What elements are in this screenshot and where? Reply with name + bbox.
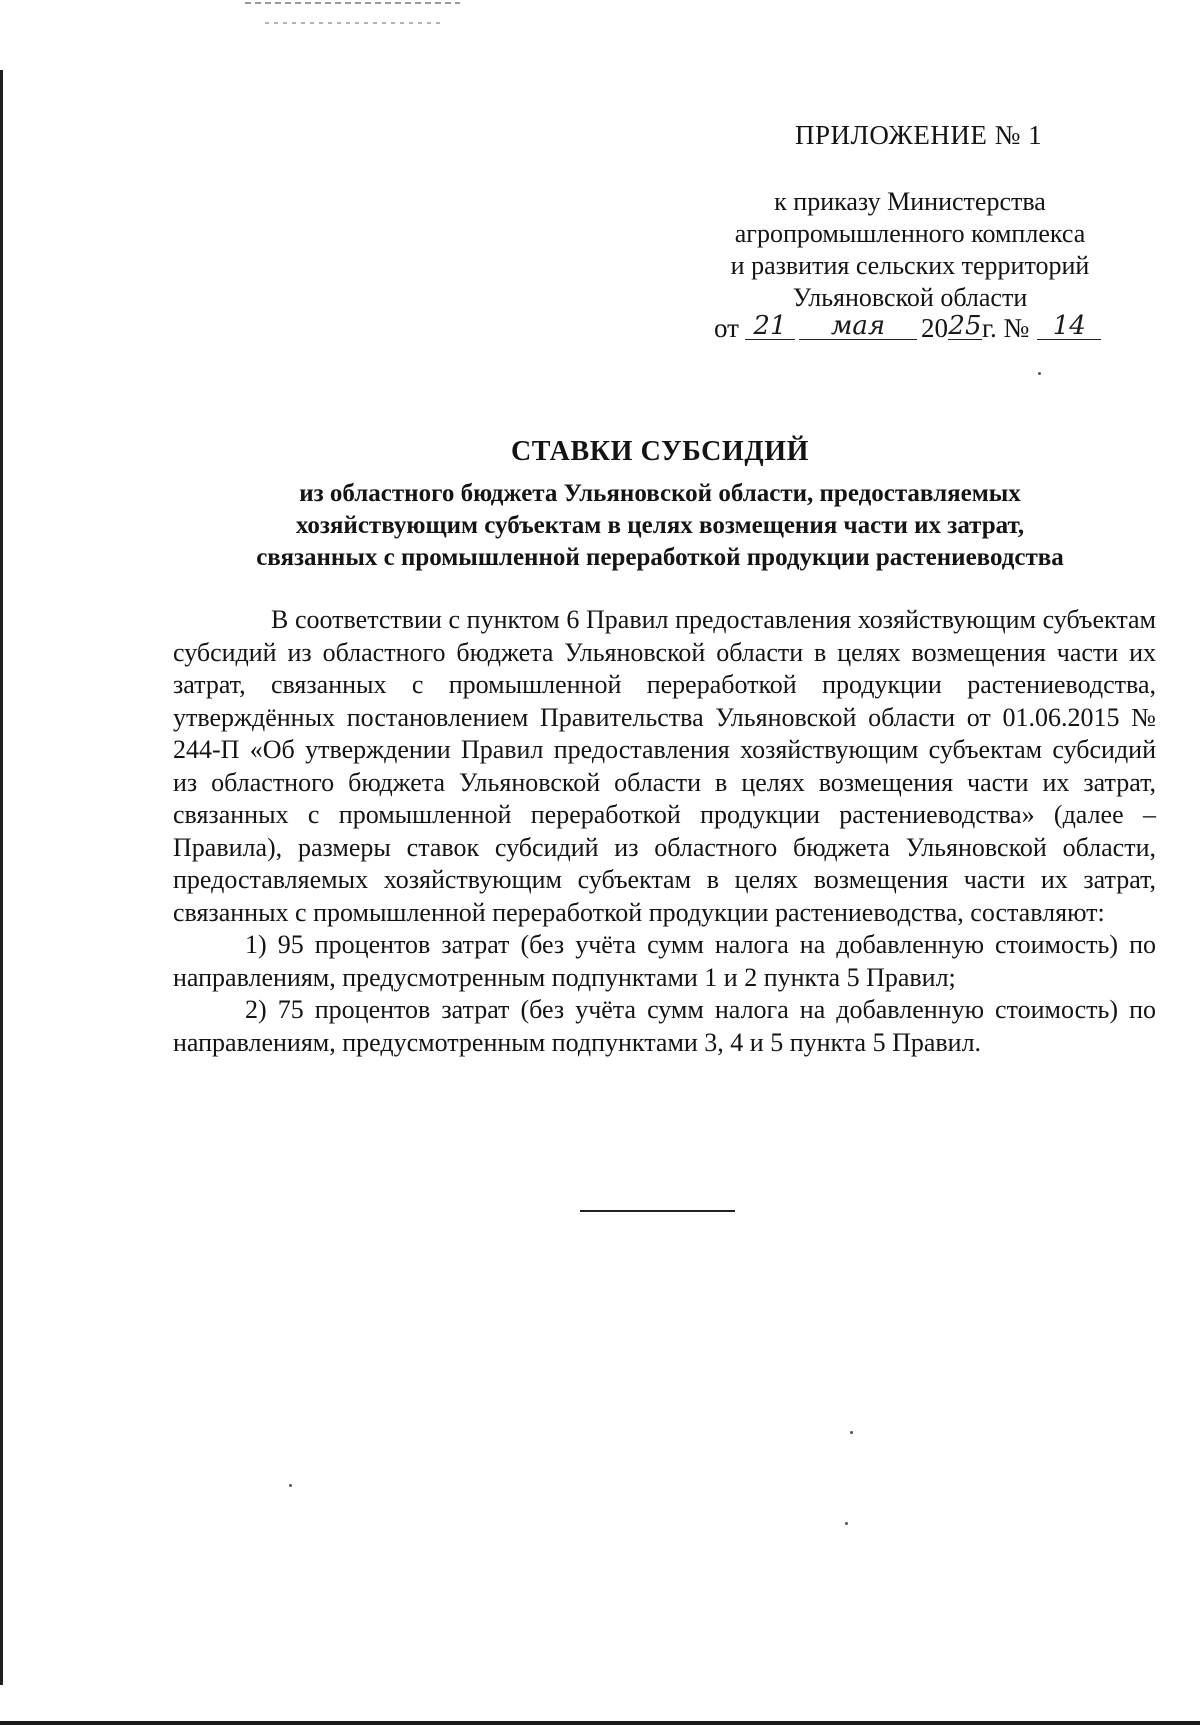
- scan-speck: [1038, 372, 1041, 375]
- approval-line: и развития сельских территорий: [730, 251, 1090, 280]
- approval-line: агропромышленного комплекса: [734, 219, 1086, 248]
- date-prefix: от: [714, 313, 739, 343]
- title-block: [180, 436, 1140, 574]
- document-body: [173, 604, 1156, 1059]
- number-mark: №: [1003, 313, 1030, 343]
- approval-line: Ульяновской области: [792, 283, 1028, 312]
- subtitle-line: хозяйствующим субъектам в целях возмещения части их затрат,: [295, 512, 1025, 539]
- date-month-field: [799, 313, 917, 340]
- subtitle-line: связанных с промышленной переработкой продукции растениеводства: [256, 544, 1064, 571]
- scan-top-mark: [265, 22, 445, 24]
- scan-speck: [845, 1522, 848, 1525]
- rate-item: 2) 75 процентов затрат (без учёта сумм налога на добавленную стоимость) по направлениям, предусмотренным подпунктами 3, 4 и 5 пункта 5 Правил.: [173, 995, 1156, 1057]
- handwritten-order-number: 14: [1052, 311, 1086, 341]
- subtitle-line: из областного бюджета Ульяновской области, предоставляемых: [299, 480, 1021, 507]
- document-title: СТАВКИ СУБСИДИЙ: [510, 436, 810, 467]
- handwritten-month: мая: [830, 311, 886, 341]
- approval-reference: [700, 186, 1120, 314]
- scan-speck: [850, 1431, 853, 1434]
- approval-line: к приказу Министерства: [774, 187, 1046, 216]
- rate-item: 1) 95 процентов затрат (без учёта сумм налога на добавленную стоимость) по направлениям, предусмотренным подпунктами 1 и 2 пункта 5 Правил;: [173, 930, 1156, 992]
- date-day-field: [745, 313, 795, 340]
- scan-edge-mark: [0, 70, 3, 1685]
- year-prefix: 20: [920, 313, 948, 343]
- order-date-line: [714, 313, 1101, 349]
- appendix-title: ПРИЛОЖЕНИЕ № 1: [795, 120, 1043, 150]
- intro-paragraph: В соответствии с пунктом 6 Правил предоставления хозяйствующим субъектам субсидий из областного бюджета Ульяновской области в целях возмещения части их затрат, связанных с промышленной переработкой продукции растениеводства, утверждённых постановлением Правительства Ульяновской области от 01.06.2015 № 244-П «Об утверждении Правил предоставления хозяйствующим субъектам субсидий из областного бюджета Ульяновской области в целях возмещения части их затрат, связанных с промышленной переработкой продукции растениеводства» (далее – Правила), размеры ставок субсидий из областного бюджета Ульяновской области, предоставляемых хозяйствующим субъектам в целях возмещения части их затрат, связанных с промышленной переработкой продукции растениеводства, составляют:: [173, 605, 1156, 927]
- document-subtitle: [180, 478, 1140, 574]
- order-number-field: [1037, 313, 1101, 340]
- scan-bottom-line: [0, 1721, 1200, 1725]
- handwritten-year: 25: [948, 311, 982, 341]
- scan-speck: [289, 1484, 292, 1487]
- scan-top-mark: [245, 2, 460, 4]
- handwritten-day: 21: [753, 311, 787, 341]
- date-year-field: [948, 313, 982, 340]
- closing-divider: [580, 1210, 735, 1212]
- year-mark: г.: [981, 313, 997, 343]
